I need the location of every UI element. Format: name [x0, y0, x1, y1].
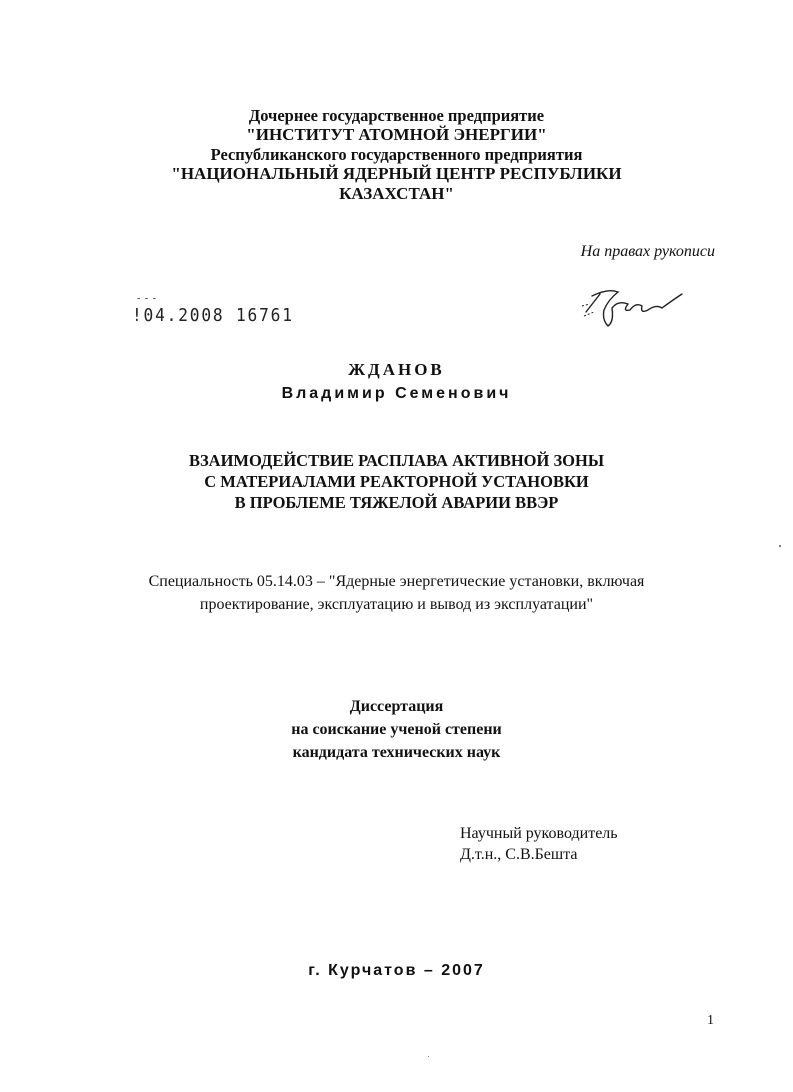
manuscript-rights: На правах рукописи	[580, 243, 715, 260]
author-last-name: ЖДАНОВ	[348, 360, 445, 379]
author-first-names: Владимир Семенович	[281, 385, 512, 402]
city-year: г. Курчатов – 2007	[308, 962, 485, 979]
title-line-2: С МАТЕРИАЛАМИ РЕАКТОРНОЙ УСТАНОВКИ	[204, 472, 589, 491]
dissertation-title	[0, 450, 793, 513]
advisor-line-2: Д.т.н., С.В.Бешта	[460, 846, 578, 863]
dissertation-degree	[0, 695, 793, 764]
advisor-line-1: Научный руководитель	[460, 825, 618, 842]
dissertation-line-1: Диссертация	[349, 698, 444, 715]
scientific-advisor	[460, 823, 618, 865]
stamp-dots: - - -	[137, 293, 157, 304]
organization-line-5: КАЗАХСТАН"	[339, 184, 454, 203]
title-line-3: В ПРОБЛЕМЕ ТЯЖЕЛОЙ АВАРИИ ВВЭР	[234, 493, 559, 512]
organization-line-4: "НАЦИОНАЛЬНЫЙ ЯДЕРНЫЙ ЦЕНТР РЕСПУБЛИКИ	[171, 164, 622, 183]
registration-stamp: !04.2008 16761	[132, 305, 294, 326]
signature-icon	[578, 282, 698, 337]
organization-line-3: Республиканского государственного предприятия	[210, 145, 583, 164]
organization-line-1: Дочернее государственное предприятие	[248, 106, 545, 125]
specialty-line-1: Специальность 05.14.03 – "Ядерные энергетические установки, включая	[148, 573, 645, 590]
organization-line-2: "ИНСТИТУТ АТОМНОЙ ЭНЕРГИИ"	[246, 125, 547, 144]
dissertation-line-2: на соискание ученой степени	[291, 721, 502, 738]
scan-speck	[779, 545, 781, 547]
specialty	[0, 570, 793, 616]
specialty-line-2: проектирование, эксплуатацию и вывод из эксплуатации"	[199, 596, 594, 613]
title-line-1: ВЗАИМОДЕЙСТВИЕ РАСПЛАВА АКТИВНОЙ ЗОНЫ	[188, 451, 605, 470]
page-number: 1	[707, 1013, 714, 1028]
scan-speck	[428, 1056, 429, 1057]
dissertation-line-3: кандидата технических наук	[292, 744, 501, 761]
